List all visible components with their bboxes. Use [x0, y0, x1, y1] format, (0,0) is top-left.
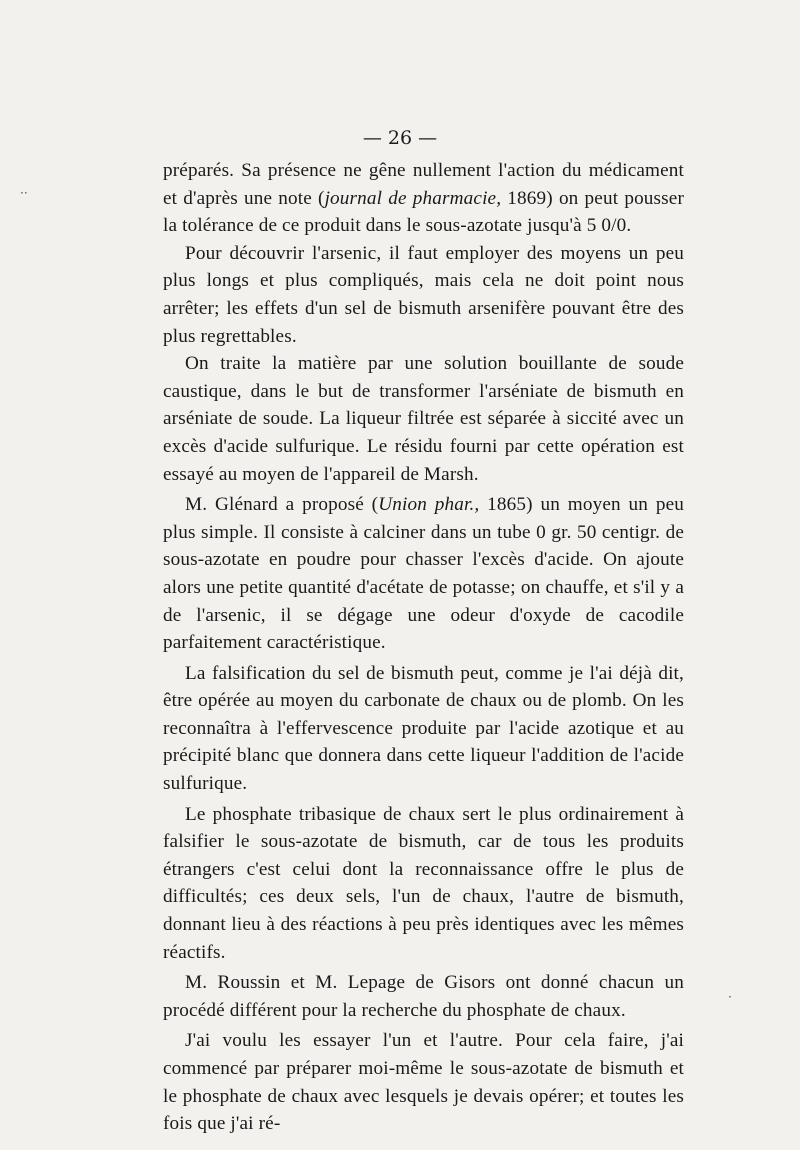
paragraph-7: M. Roussin et M. Lepage de Gisors ont donné chacun un procédé différent pour la recherche du phosphate de chaux. — [163, 972, 684, 1021]
margin-dot: · — [728, 990, 732, 1004]
paragraph-1-text-b: 1869) on peut pousser la tolérance de ce produit dans le sous-azotate jusqu'à 5 0/0. — [163, 187, 684, 237]
paragraph-8: J'ai voulu les essayer l'un et l'autre. Pour cela faire, j'ai commencé par préparer moi-même le sous-azotate de bismuth et le phosphate de chaux avec lesquels je devais opérer; et toutes les fois que j'ai ré- — [163, 1030, 684, 1135]
paragraph-3: On traite la matière par une solution bouillante de soude caustique, dans le but de transformer l'arséniate de bismuth en arséniate de soude. La liqueur filtrée est séparée à siccité avec un excès d'acide sulfurique. Le résidu fourni par cette opération est essayé au moyen de l'appareil de Marsh. — [163, 353, 684, 485]
journal-citation: journal de pharmacie, — [324, 187, 502, 209]
page-number: — 26 — — [362, 127, 438, 149]
margin-speck: ·· — [20, 186, 28, 200]
union-phar-citation: Union phar., — [378, 494, 480, 516]
paragraph-5: La falsification du sel de bismuth peut, comme je l'ai déjà dit, être opérée au moyen du carbonate de chaux ou de plomb. On les reconnaîtra à l'effervescence produite par l'acide azotique et au précipité blanc que donnera dans cette liqueur l'addition de l'acide sulfurique. — [163, 662, 684, 795]
paragraph-4-text-a: M. Glénard a proposé ( — [185, 494, 379, 516]
paragraph-4-text-b: 1865) un moyen un peu plus simple. Il consiste à calciner dans un tube 0 gr. 50 centigr. de sous-azotate en poudre pour chasser l'excès d'acide. On ajoute alors une petite quantité d'acétate de potasse; on chauffe, et s'il y a de l'arsenic, il se dégage une odeur d'oxyde de cacodile parfaitement caractéristique. — [163, 494, 685, 654]
paragraph-4 — [163, 491, 684, 657]
paragraph-2: Pour découvrir l'arsenic, il faut employer des moyens un peu plus longs et plus compliqués, mais cela ne doit point nous arrêter; les effets d'un sel de bismuth arsenifère pouvant être des plus regrettables. — [163, 242, 684, 347]
paragraph-1 — [163, 157, 684, 240]
body-text — [163, 157, 684, 1138]
paragraph-1-text-a: préparés. Sa présence ne gêne nullement l'action du médicament et d'après une note ( — [163, 160, 684, 209]
paragraph-6: Le phosphate tribasique de chaux sert le plus ordinairement à falsifier le sous-azotate de bismuth, car de tous les produits étrangers c'est celui dont la reconnaissance offre le plus de difficultés; ces deux sels, l'un de chaux, l'autre de bismuth, donnant lieu à des réactions à peu près identiques avec les mêmes réactifs. — [163, 803, 684, 963]
